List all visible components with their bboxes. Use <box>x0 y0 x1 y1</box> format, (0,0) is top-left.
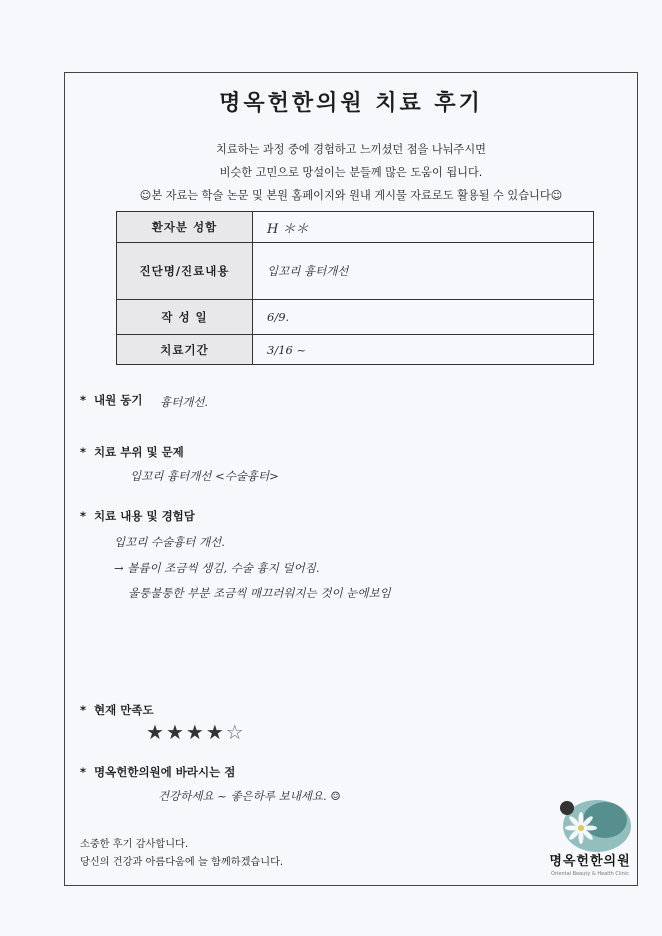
star-icon: ★ <box>185 720 204 744</box>
written-date-label: 작 성 일 <box>117 300 253 335</box>
star-icon: ★ <box>205 720 224 744</box>
treatment-area-answer[interactable]: 입꼬리 흉터개선 <수술흉터> <box>130 469 279 483</box>
footer-text <box>80 836 283 872</box>
bullet-icon: * <box>80 765 87 779</box>
visit-reason-answer[interactable]: 흉터개선. <box>160 395 209 409</box>
section-satisfaction <box>80 702 154 718</box>
patient-info-table <box>116 211 594 365</box>
intro-line-2: 비슷한 고민으로 망설이는 분들께 많은 도움이 됩니다. <box>219 166 483 179</box>
experience-line-1[interactable]: 입꼬리 수술흉터 개선. <box>114 535 225 549</box>
clinic-logo-text <box>548 850 632 877</box>
treatment-period-label: 치료기간 <box>117 335 253 365</box>
bullet-icon: * <box>80 393 87 407</box>
table-row <box>117 335 594 365</box>
bullet-icon: * <box>80 445 87 459</box>
intro-text <box>64 138 638 207</box>
intro-line-3: ☺본 자료는 학술 논문 및 본원 홈페이지와 원내 게시물 자료로도 활용될 수 있습니다☺ <box>139 189 563 202</box>
clinic-subtitle: Oriental Beauty & Health Clinic <box>551 871 629 877</box>
section-title: 치료 내용 및 경험담 <box>94 509 195 523</box>
footer-line-2: 당신의 건강과 아름다움에 늘 함께하겠습니다. <box>80 857 284 868</box>
form-title: 명옥헌한의원 치료 후기 <box>219 91 483 116</box>
section-visit-reason <box>80 392 142 408</box>
star-icon: ★ <box>165 720 184 744</box>
wishes-answer[interactable]: 건강하세요 ~ 좋은하루 보내세요. ☺ <box>158 789 341 803</box>
experience-line-2[interactable]: → 볼륨이 조금씩 생김, 수술 흉지 덜어짐. <box>114 561 320 575</box>
written-date-value[interactable]: 6/9. <box>253 300 594 335</box>
section-treatment-experience <box>80 508 195 524</box>
bullet-icon: * <box>80 509 87 523</box>
patient-name-value[interactable]: H ＊＊ <box>253 212 594 243</box>
table-row <box>117 212 594 243</box>
clinic-name: 명옥헌한의원 <box>549 854 631 869</box>
table-row <box>117 243 594 300</box>
footer-line-1: 소중한 후기 감사합니다. <box>80 839 189 850</box>
star-icon: ★ <box>146 720 164 744</box>
section-title: 내원 동기 <box>94 393 143 407</box>
diagnosis-value[interactable]: 입꼬리 흉터개선 <box>253 243 594 300</box>
intro-line-1: 치료하는 과정 중에 경험하고 느끼셨던 점을 나눠주시면 <box>216 143 486 156</box>
patient-name-label: 환자분 성함 <box>117 212 253 243</box>
bullet-icon: * <box>80 703 87 717</box>
section-title: 치료 부위 및 문제 <box>94 445 184 459</box>
section-title: 현재 만족도 <box>94 703 154 717</box>
section-treatment-area <box>80 444 184 460</box>
section-wishes <box>80 764 235 780</box>
treatment-period-value[interactable]: 3/16 ~ <box>253 335 594 365</box>
section-title: 명옥헌한의원에 바라시는 점 <box>94 765 236 779</box>
satisfaction-rating[interactable] <box>146 722 244 742</box>
diagnosis-label: 진단명/진료내용 <box>117 243 253 300</box>
half-star-icon: ☆ <box>225 720 244 744</box>
experience-line-3[interactable]: 울퉁불퉁한 부분 조금씩 매끄러워지는 것이 눈에보임 <box>128 586 391 600</box>
table-row <box>117 300 594 335</box>
